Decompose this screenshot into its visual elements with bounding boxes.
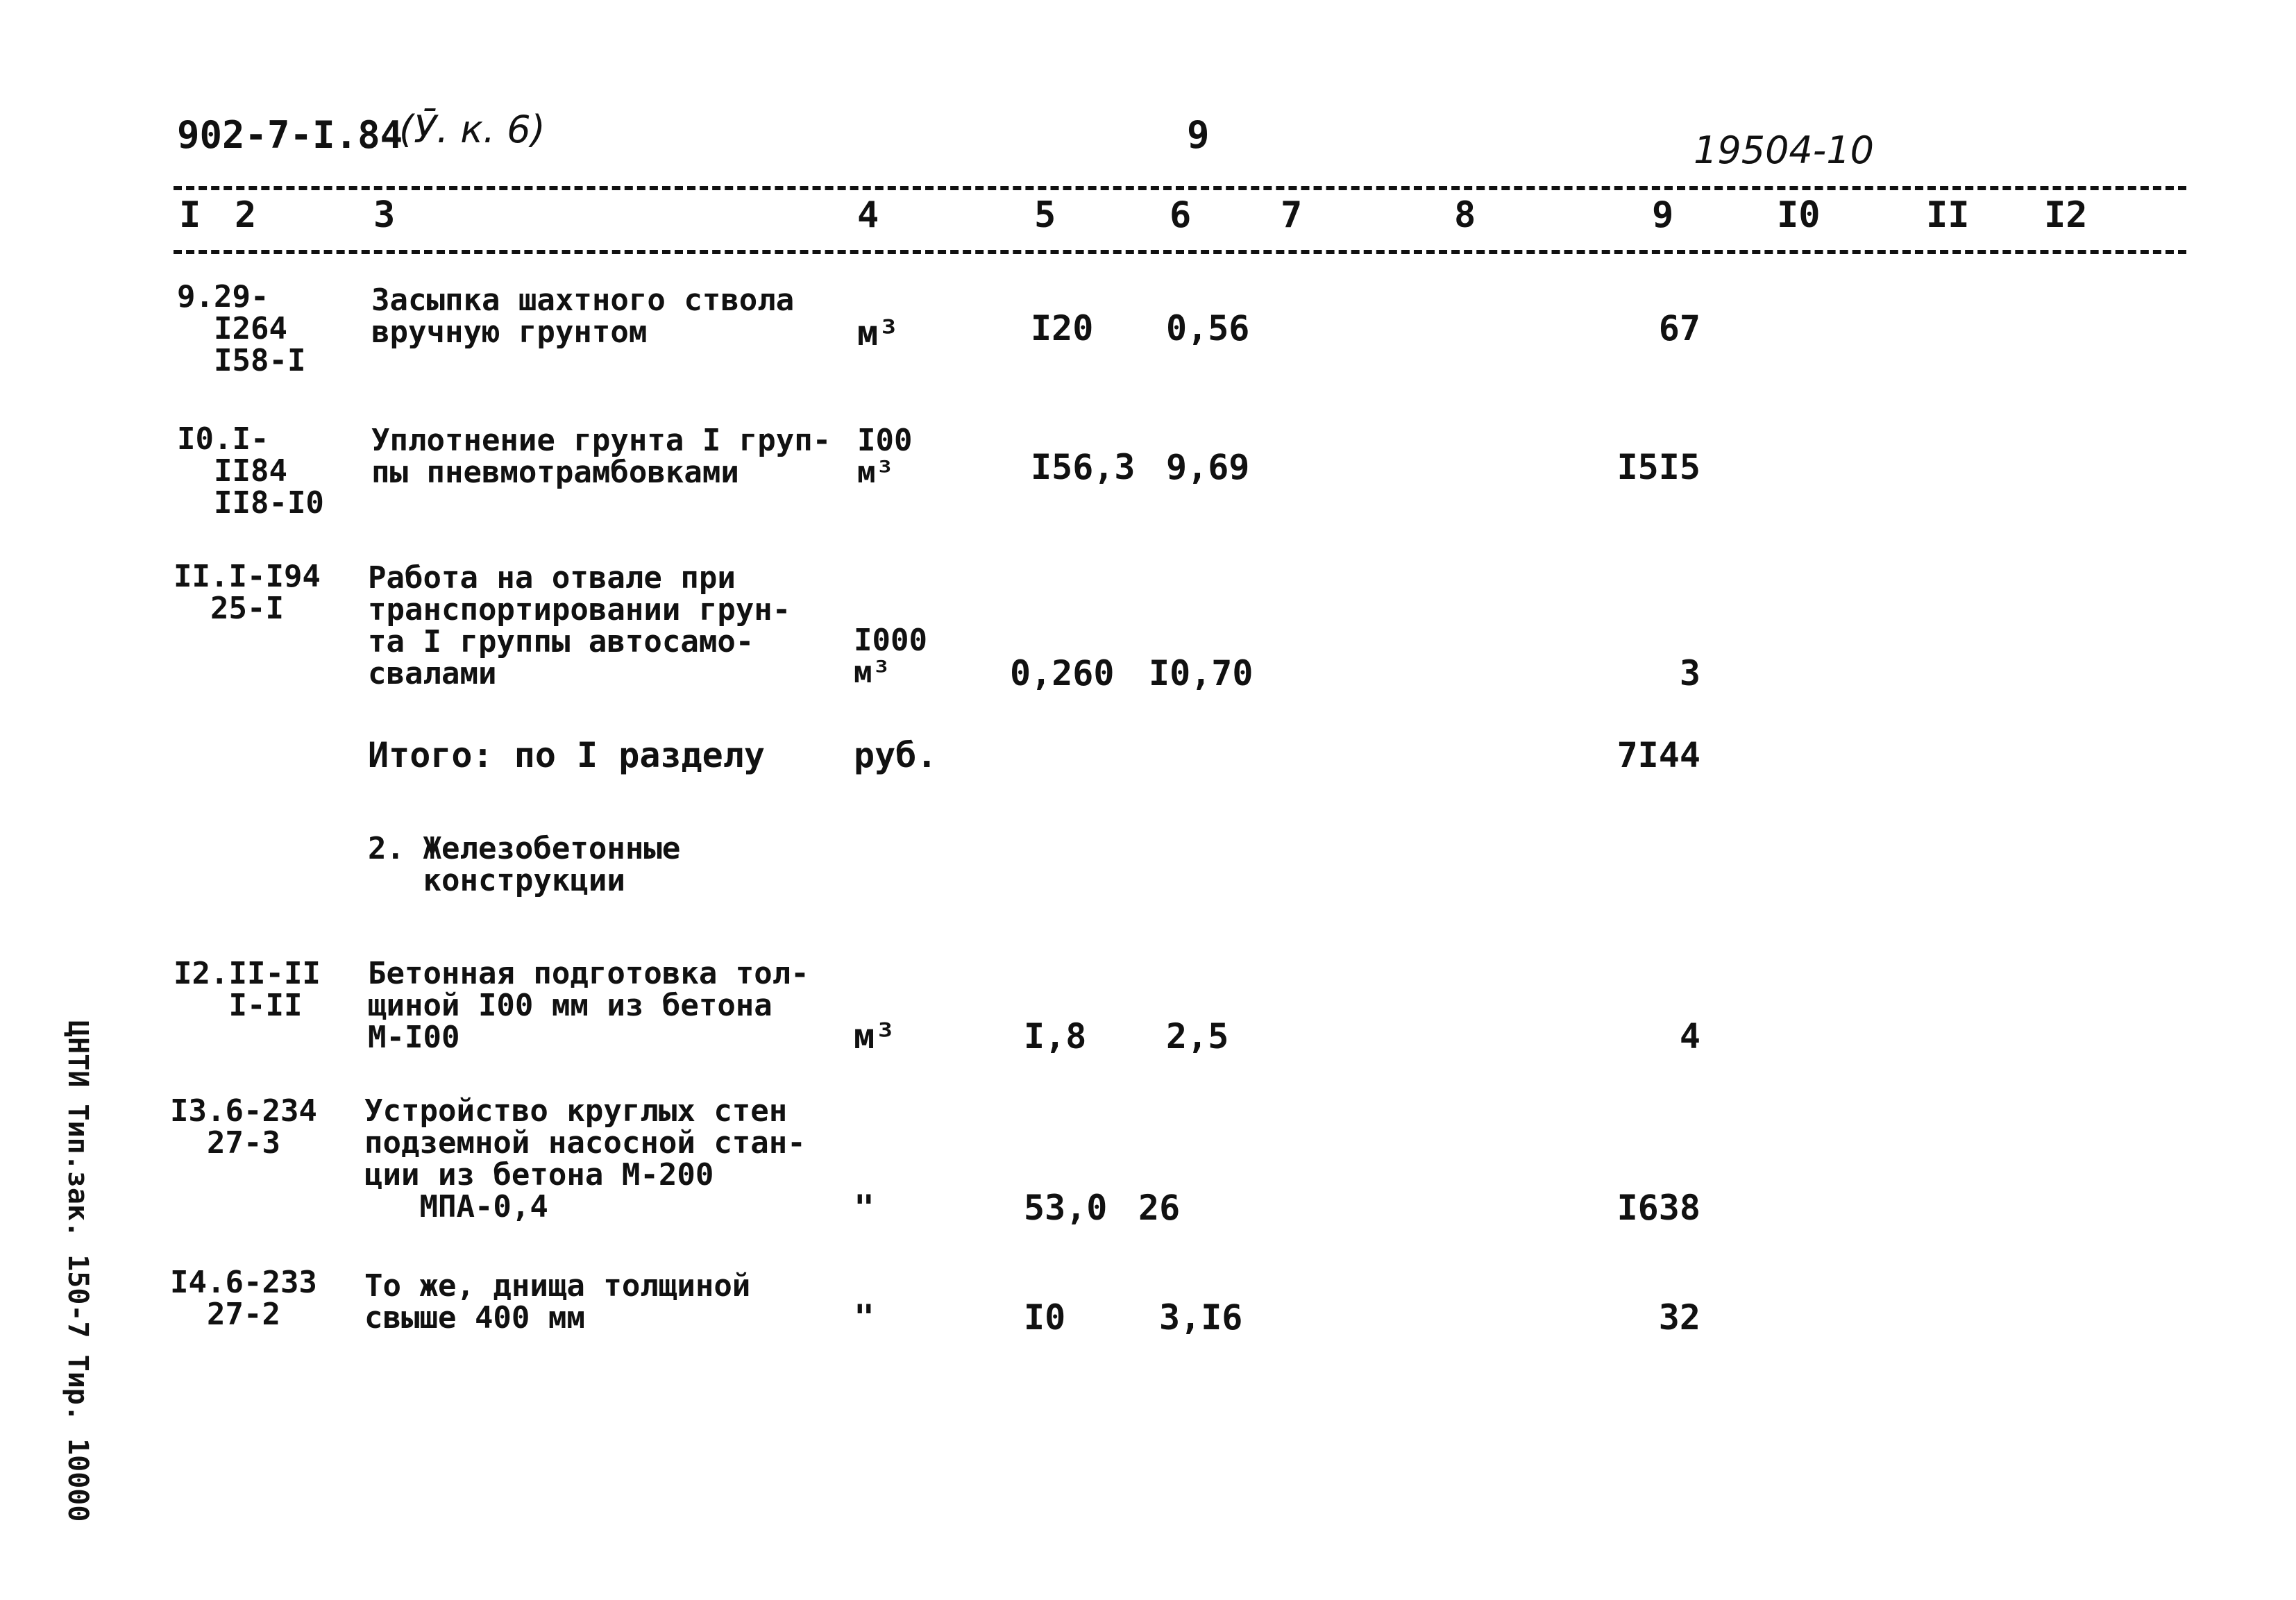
col-header-8: 8 — [1454, 194, 1476, 236]
row-price: 2,5 — [1166, 1016, 1229, 1056]
subtotal-total: 7I44 — [1617, 735, 1700, 775]
row-unit: " — [854, 1297, 875, 1338]
row-quantity: I56,3 — [1031, 447, 1136, 487]
row-code: 9.29- I264 I58-I — [177, 279, 306, 378]
row-quantity: I,8 — [1024, 1016, 1087, 1056]
row-price: I0,70 — [1149, 653, 1253, 693]
row-total: 3 — [1679, 653, 1700, 693]
page-number: 9 — [1187, 113, 1210, 157]
row-quantity: I0 — [1024, 1297, 1066, 1338]
row-description: Бетонная подготовка тол- щиной I00 мм из бетона М-I00 — [368, 956, 809, 1055]
row-unit: I00 м³ — [857, 423, 913, 490]
col-header-2: 2 — [235, 194, 257, 236]
col-header-10: I0 — [1777, 194, 1821, 236]
row-quantity: 0,260 — [1010, 653, 1115, 693]
row-code: I0.I- II84 II8-I0 — [177, 421, 324, 521]
col-header-7: 7 — [1281, 194, 1303, 236]
row-total: I5I5 — [1617, 447, 1700, 487]
row-quantity: I20 — [1031, 308, 1094, 348]
col-header-11: II — [1926, 194, 1970, 236]
printer-stamp: ЦНТИ Тип.зак. 150-7 Тир. 10000 — [62, 1020, 94, 1522]
row-quantity: 53,0 — [1024, 1188, 1108, 1228]
col-header-1: I — [179, 194, 201, 236]
col-header-5: 5 — [1034, 194, 1056, 236]
col-header-3: 3 — [373, 194, 396, 236]
row-total: 4 — [1679, 1016, 1700, 1056]
row-description: Устройство круглых стен подземной насосной стан- ции из бетона М-200 МПА-0,4 — [364, 1093, 806, 1224]
sheet-code: 19504-10 — [1694, 128, 1874, 172]
section-heading: 2. Железобетонные конструкции — [368, 831, 681, 898]
row-price: 9,69 — [1166, 447, 1250, 487]
header-top-rule — [174, 186, 2186, 190]
col-header-4: 4 — [857, 194, 879, 236]
row-price: 0,56 — [1166, 308, 1250, 348]
row-price: 26 — [1138, 1188, 1181, 1228]
row-code: I3.6-234 27-3 — [170, 1093, 317, 1161]
row-code: II.I-I94 25-I — [174, 559, 321, 626]
row-unit: I000 м³ — [854, 623, 927, 690]
header-bottom-rule — [174, 250, 2186, 254]
col-header-9: 9 — [1652, 194, 1674, 236]
col-header-12: I2 — [2044, 194, 2088, 236]
row-code: I4.6-233 27-2 — [170, 1265, 317, 1332]
subtotal-unit: руб. — [854, 735, 938, 775]
row-price: 3,I6 — [1159, 1297, 1243, 1338]
row-description: Работа на отвале при транспортировании грун- та I группы автосамо- свалами — [368, 560, 791, 691]
document-code: 902-7-I.84 — [177, 113, 403, 157]
row-description: Засыпка шахтного ствола вручную грунтом — [371, 283, 795, 350]
row-total: 32 — [1658, 1297, 1700, 1338]
row-unit: м³ — [854, 1016, 896, 1056]
row-code: I2.II-II I-II — [174, 956, 321, 1023]
row-description: То же, днища толщиной свыше 400 мм — [364, 1268, 751, 1336]
row-unit: м³ — [857, 313, 900, 353]
row-description: Уплотнение грунта I груп- пы пневмотрамбовками — [371, 423, 832, 490]
handwritten-note: (Ӯ. к. 6) — [399, 108, 546, 151]
row-total: 67 — [1658, 308, 1700, 348]
row-unit: " — [854, 1188, 875, 1228]
row-total: I638 — [1617, 1188, 1700, 1228]
col-header-6: 6 — [1170, 194, 1192, 236]
subtotal-label: Итого: по I разделу — [368, 735, 765, 775]
